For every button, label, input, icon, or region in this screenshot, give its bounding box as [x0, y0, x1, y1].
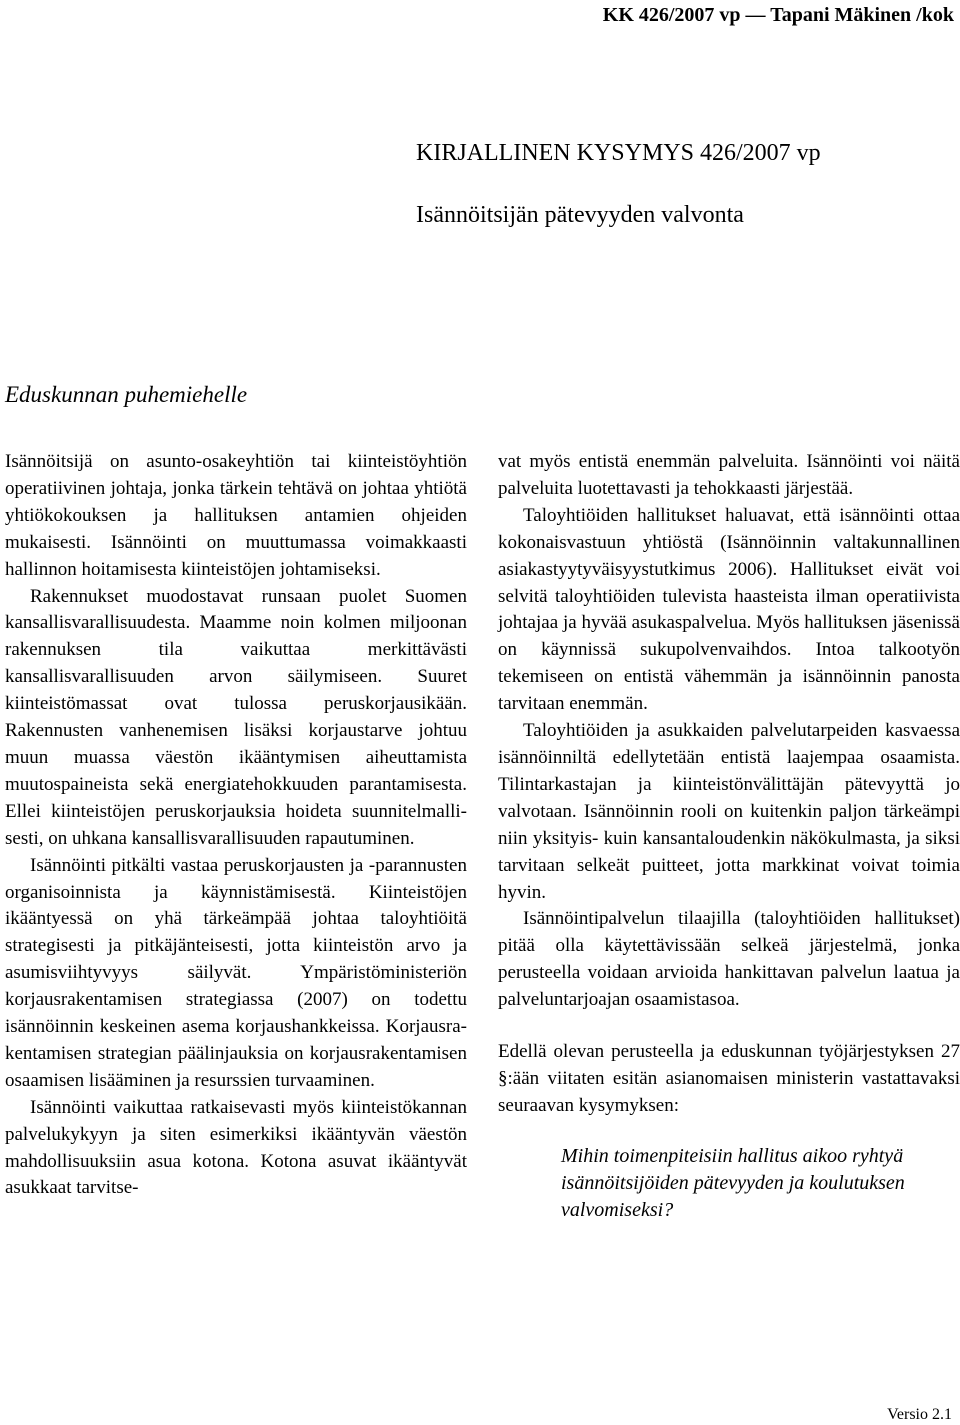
document-header: KK 426/2007 vp — Tapani Mäkinen /kok: [602, 4, 954, 26]
version-label: Versio 2.1: [887, 1406, 952, 1423]
closing-paragraph: Edellä olevan perusteella ja eduskunnan työjärjestyksen 27 §:ään viitaten esitän asianomaisen ministerin vastattavaksi seuraavan kysymyksen:: [498, 1041, 960, 1116]
body-paragraph: vat myös entistä enemmän palveluita. Isännöinti voi näitä palveluita luotettavasti ja tehokkaasti järjestää.: [498, 451, 960, 499]
question-text: Mihin toimenpiteisiin hallitus aikoo ryhtyä isännöitsijöiden pätevyyden ja koulutuksen valvomiseksi?: [561, 1144, 905, 1221]
body-paragraph: Isännöinti pitkälti vastaa peruskorjausten ja -parannusten organisoinnista ja käynnistämisestä. Kiinteistöjen ikääntyessä on yhä tärkeämpää johtaa taloyhtiöitä strategisesti ja pitkäjänteisesti, jotta kiinteistön arvo ja asumisviihtyvyys säilyvät. Ympäristöministeriön korjausrakentamisen strategiassa (2007) on todettu isännöinnin keskeinen asema korjaushankkeissa. Korjausrakentamisen strategian päälinjauksia on korjausrakentamisen osaamisen lisääminen ja resurssien turvaaminen.: [5, 854, 467, 1091]
body-paragraph: Rakennukset muodostavat runsaan puolet Suomen kansallisvarallisuudesta. Maamme noin kolmen miljoonan rakennuksen tila vaikuttaa merkittävästi kansallisvarallisuuden arvon säilymiseen. Suuret kiinteistömassat ovat tulossa peruskorjausikään. Rakennusten vanhenemisen lisäksi korjaustarve johtuu muun muassa väestön ikääntymisen aiheuttamista muutospaineista sekä energiatehokkuuden parantamisesta. Ellei kiinteistöjen peruskorjauksia hoideta suunnitelmallisesti, on uhkana kansallisvarallisuuden rapautuminen.: [5, 585, 467, 849]
left-column: [5, 449, 467, 1202]
body-paragraph: Taloyhtiöiden hallitukset haluavat, että isännöinti ottaa kokonaisvastuun yhtiöstä (Isännöinnin valtakunnallinen asiakastyytyväisyystutkimus 2006). Hallitukset eivät voi selvitä taloyhtiöiden tulevista haasteista ilman operatiivista johtajaa ja hyvää asukaspalvelua. Myös hallituksen jäsenissä on käynnissä sukupolvenvaihdos. Intoa talkootyön tekemiseen on entistä vähemmän ja isännöinnin panosta tarvitaan enemmän.: [498, 504, 960, 715]
document-title: KIRJALLINEN KYSYMYS 426/2007 vp: [416, 140, 821, 166]
body-paragraph: Isännöinti vaikuttaa ratkaisevasti myös kiinteistökannan palvelukykyyn ja siten esimerkiksi ikääntyvän väestön mahdollisuuksiin asua kotona. Kotona asuvat ikääntyvät asukkaat tarvitse-: [5, 1096, 467, 1199]
body-paragraph: Isännöitsijä on asunto-osakeyhtiön tai kiinteistöyhtiön operatiivinen johtaja, jonka tärkein tehtävä on johtaa yhtiötä yhtiökokouksen ja hallituksen antamien ohjeiden mukaisesti. Isännöinti on muuttumassa voimakkaasti hallinnon hoitamisesta kiinteistöjen johtamiseksi.: [5, 451, 467, 580]
body-paragraph: Isännöintipalvelun tilaajilla (taloyhtiöiden hallitukset) pitää olla käytettävissään selkeä järjestelmä, jonka perusteella voidaan arvioida hankittavan palvelun laatua ja palveluntarjoajan osaamistasoa.: [498, 908, 960, 1011]
document-subtitle: Isännöitsijän pätevyyden valvonta: [416, 202, 744, 228]
right-column: [498, 449, 960, 1224]
body-paragraph: Taloyhtiöiden ja asukkaiden palvelutarpeiden kasvaessa isännöinniltä edellytetään entistä laajempaa osaamista. Tilintarkastajan ja kiinteistönvälittäjän pätevyyttä jo valvotaan. Isännöinnin rooli on kuitenkin paljon tärkeämpi niin yksityis- kuin kansantaloudenkin näkökulmasta, ja siksi tarvitaan selkeät puitteet, jotta markkinat voivat toimia hyvin.: [498, 720, 960, 903]
addressee: Eduskunnan puhemiehelle: [5, 382, 248, 407]
